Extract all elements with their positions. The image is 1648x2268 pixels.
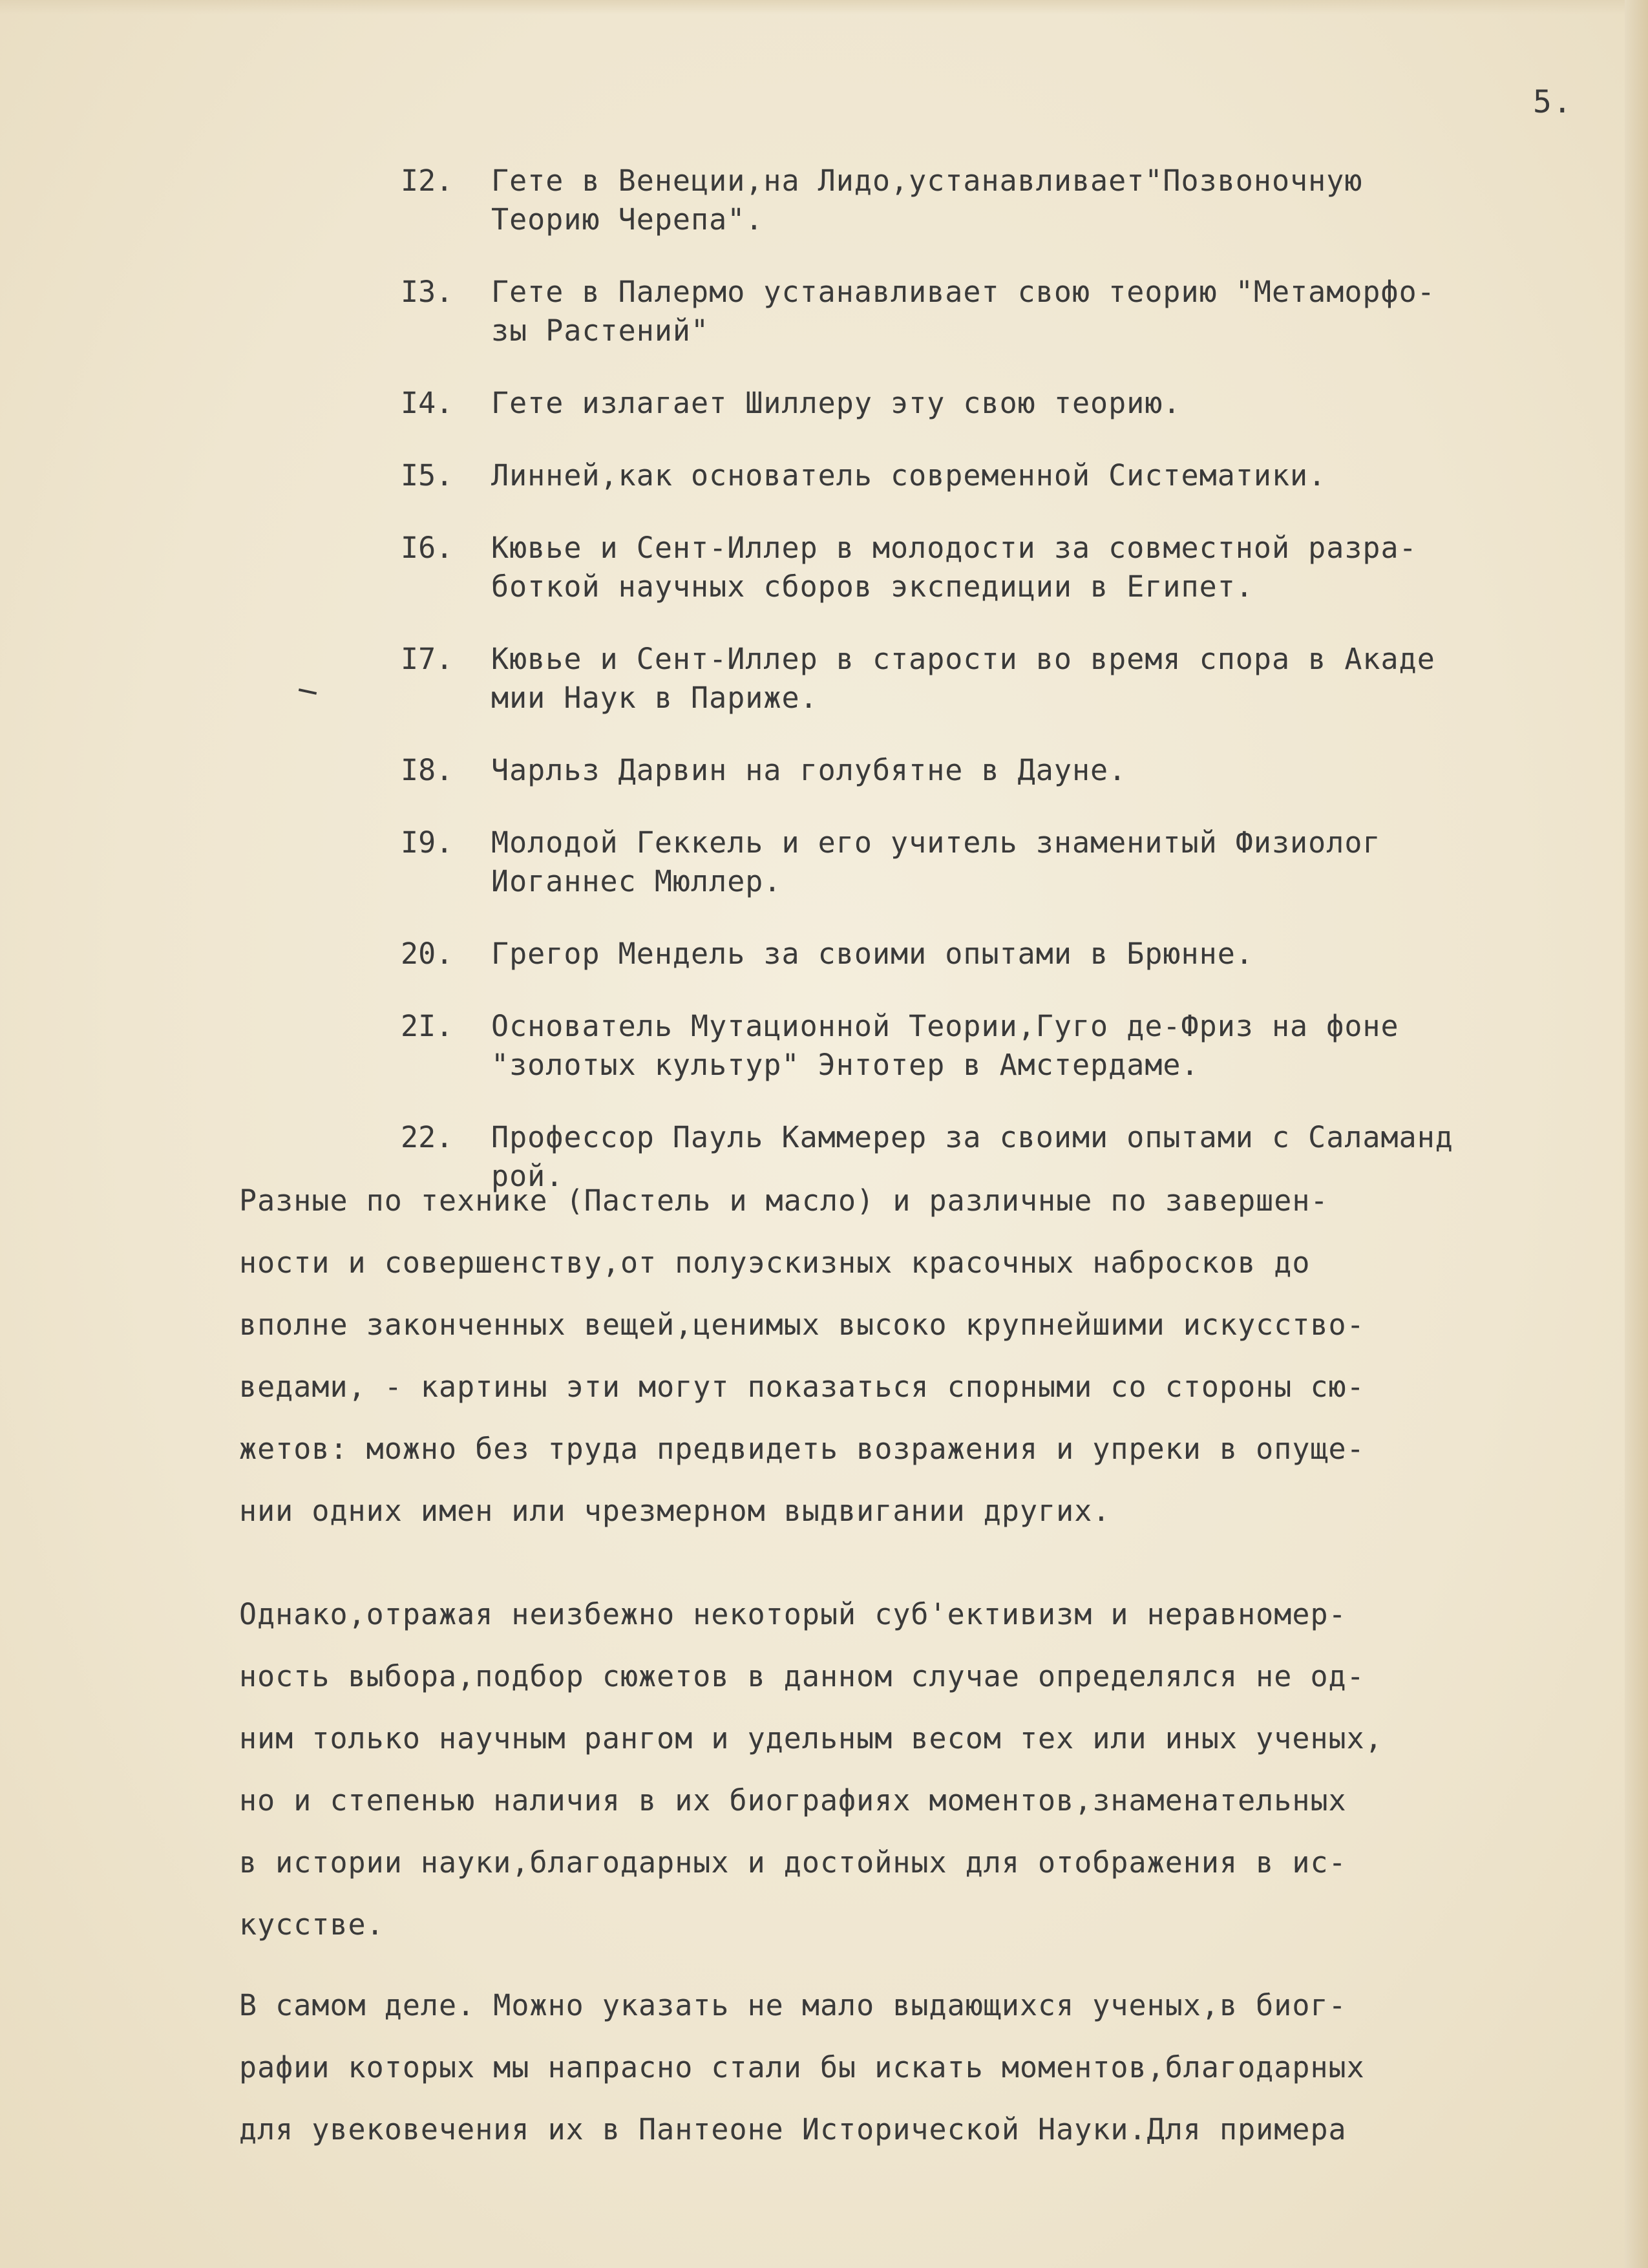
list-item-text: Линней,как основатель современной Систематики. bbox=[491, 458, 1327, 493]
list-item-text: Чарльз Дарвин на голубятне в Дауне. bbox=[491, 753, 1127, 787]
list-item-text: Кювье и Сент-Иллер в старости во время спора в Акаде мии Наук в Париже. bbox=[491, 642, 1435, 715]
list-item-number: 22. bbox=[401, 1120, 454, 1154]
list-item bbox=[401, 162, 1616, 239]
list-item bbox=[401, 273, 1616, 350]
list-item-text: Гете в Венеции,на Лидо,устанавливает"Позвоночную Теорию Черепа". bbox=[491, 164, 1363, 237]
list-item-text: Гете излагает Шиллеру эту свою теорию. bbox=[491, 386, 1181, 420]
list-item-number: I6. bbox=[401, 531, 454, 565]
list-item-number: I8. bbox=[401, 753, 454, 787]
list-item bbox=[401, 384, 1616, 423]
list-item-number: I4. bbox=[401, 386, 454, 420]
list-item-number: I2. bbox=[401, 164, 454, 198]
list-item-text: Гете в Палермо устанавливает свою теорию "Метаморфо- зы Растений" bbox=[491, 275, 1435, 348]
list-item-text: Грегор Мендель за своими опытами в Брюнне. bbox=[491, 937, 1254, 971]
list-item bbox=[401, 935, 1616, 973]
list-item-number: 2I. bbox=[401, 1009, 454, 1043]
margin-pen-mark bbox=[299, 688, 317, 695]
list-item-text: Кювье и Сент-Иллер в молодости за совместной разра- боткой научных сборов экспедиции в Египет. bbox=[491, 531, 1417, 604]
paper-right-edge bbox=[1625, 0, 1648, 2268]
list-item-number: 20. bbox=[401, 937, 454, 971]
list-item-text: Молодой Геккель и его учитель знаменитый Физиолог Иоганнес Мюллер. bbox=[491, 825, 1381, 898]
list-item bbox=[401, 456, 1616, 495]
list-item-number: I5. bbox=[401, 458, 454, 493]
paper-top-edge bbox=[0, 0, 1648, 14]
list-item bbox=[401, 1007, 1616, 1085]
numbered-list bbox=[401, 162, 1616, 1229]
list-item-number: I9. bbox=[401, 825, 454, 860]
list-item-number: I3. bbox=[401, 275, 454, 309]
list-item-text: Профессор Пауль Каммерер за своими опытами с Саламанд рой. bbox=[491, 1120, 1453, 1193]
list-item-text: Основатель Мутационной Теории,Гуго де-Фриз на фоне "золотых культур" Энтотер в Амстердаме. bbox=[491, 1009, 1399, 1082]
list-item bbox=[401, 823, 1616, 901]
list-item-number: I7. bbox=[401, 642, 454, 676]
page-number: 5. bbox=[1533, 84, 1573, 120]
list-item bbox=[401, 529, 1616, 606]
paragraph: Однако,отражая неизбежно некоторый суб'ективизм и неравномер- ность выбора,подбор сюжетов в данном случае определялся не од- ним только научным рангом и удельным весом тех или иных ученых, но и степенью наличия в их биографиях моментов,знаменательных в истории науки,благодарных и достойных для отображения в ис- кусстве. bbox=[239, 1597, 1383, 1942]
list-item bbox=[401, 751, 1616, 790]
paragraph: Разные по технике (Пастель и масло) и различные по завершен- ности и совершенству,от полуэскизных красочных набросков до вполне законченных вещей,ценимых высоко крупнейшими искусство- ведами, - картины эти могут показаться спорными со стороны сю- жетов: можно без труда предвидеть возражения и упреки в опуще- нии одних имен или чрезмерном выдвигании других. bbox=[239, 1183, 1365, 1528]
paragraph: В самом деле. Можно указать не мало выдающихся ученых,в биог- рафии которых мы напрасно стали бы искать моментов,благодарных для увековечения их в Пантеоне Исторической Науки.Для примера bbox=[239, 1988, 1365, 2146]
list-item bbox=[401, 640, 1616, 717]
